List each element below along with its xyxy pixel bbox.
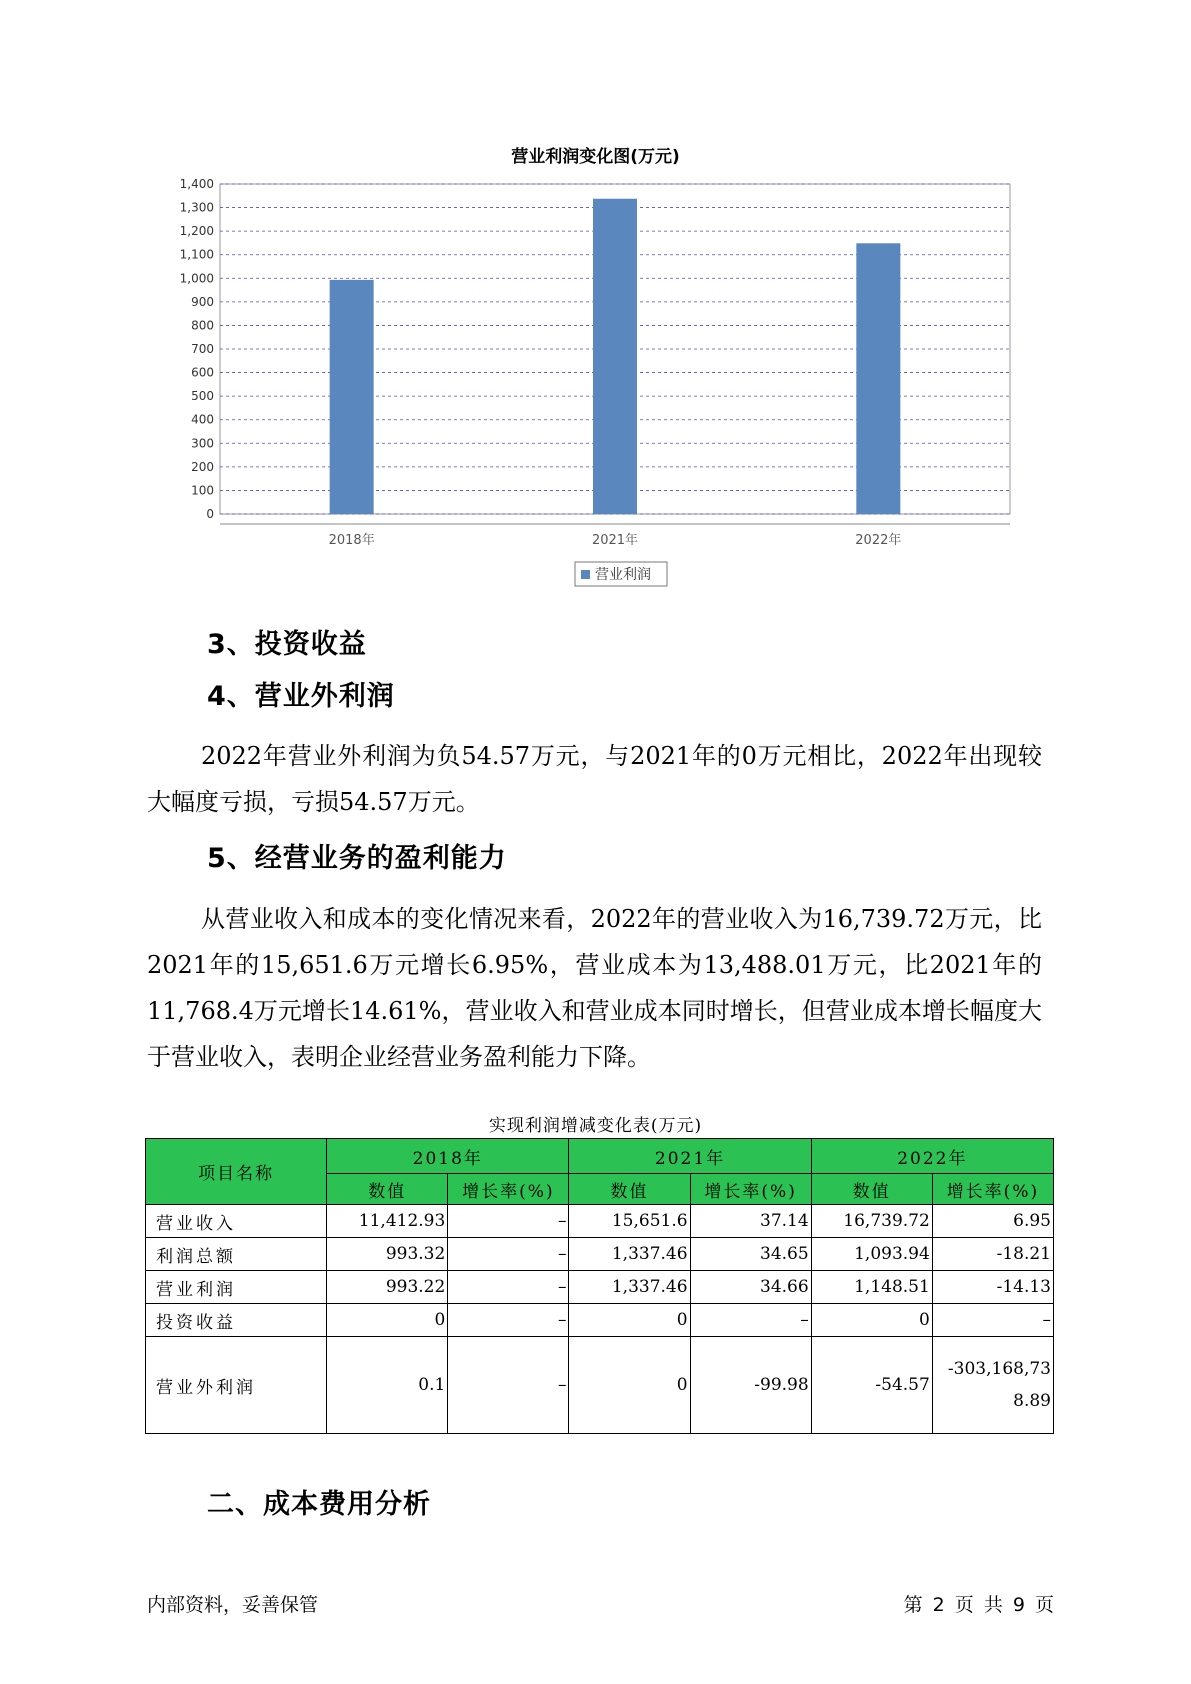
table-cell: -303,168,738.89 [932, 1337, 1053, 1434]
y-tick-label: 1,400 [179, 177, 214, 191]
table-cell: 1,148.51 [811, 1271, 932, 1304]
y-tick-label: 0 [206, 507, 214, 521]
table-cell: 16,739.72 [811, 1205, 932, 1238]
table-cell: 993.22 [327, 1271, 448, 1304]
table-cell: -18.21 [932, 1238, 1053, 1271]
row-label: 营业外利润 [146, 1337, 327, 1434]
operating-profit-bar-chart [150, 170, 1020, 590]
row-label: 营业收入 [146, 1205, 327, 1238]
y-tick-label: 600 [191, 365, 214, 380]
table-cell: -14.13 [932, 1271, 1053, 1304]
table-cell: -99.98 [690, 1337, 811, 1434]
table-row [146, 1271, 1054, 1304]
table-cell: 0 [811, 1304, 932, 1337]
row-label: 利润总额 [146, 1238, 327, 1271]
y-tick-label: 1,300 [179, 200, 214, 215]
header-value: 数值 [569, 1174, 690, 1205]
paragraph-non-operating-profit: 2022年营业外利润为负54.57万元，与2021年的0万元相比，2022年出现较大幅度亏损，亏损54.57万元。 [147, 742, 1042, 816]
footer-page-number: 第 2 页 共 9 页 [903, 1594, 1054, 1616]
y-tick-label: 800 [191, 318, 214, 333]
table-caption: 实现利润增减变化表(万元) [488, 1116, 703, 1136]
bar [330, 280, 374, 514]
table-cell: 6.95 [932, 1205, 1053, 1238]
y-tick-label: 1,200 [179, 224, 214, 239]
header-value: 数值 [811, 1174, 932, 1205]
y-tick-label: 500 [191, 389, 214, 404]
header-item-name: 项目名称 [146, 1139, 327, 1205]
table-cell: 0 [569, 1337, 690, 1434]
y-tick-label: 300 [191, 436, 214, 451]
y-tick-label: 100 [191, 483, 214, 498]
table-cell: 1,337.46 [569, 1271, 690, 1304]
table-cell: – [690, 1304, 811, 1337]
heading-non-operating-profit: 4、营业外利润 [207, 681, 395, 712]
table-row [146, 1205, 1054, 1238]
footer-confidential-note: 内部资料，妥善保管 [147, 1594, 319, 1616]
row-label: 营业利润 [146, 1271, 327, 1304]
table-cell: – [448, 1238, 569, 1271]
table-cell: 37.14 [690, 1205, 811, 1238]
table-cell: 0 [569, 1304, 690, 1337]
y-tick-label: 700 [191, 342, 214, 356]
profit-change-table [145, 1138, 1054, 1434]
y-tick-label: 400 [191, 412, 214, 427]
table-cell: – [448, 1337, 569, 1434]
table-cell: 11,412.93 [327, 1205, 448, 1238]
table-cell: 0.1 [327, 1337, 448, 1434]
table-cell: – [448, 1304, 569, 1337]
table-cell: 15,651.6 [569, 1205, 690, 1238]
header-rate: 增长率(%) [932, 1174, 1053, 1205]
heading-cost-analysis: 二、成本费用分析 [207, 1489, 431, 1520]
header-year-2018: 2018年 [327, 1139, 569, 1174]
x-tick-label: 2021年 [591, 533, 639, 548]
bar [593, 199, 637, 514]
table-cell: 34.66 [690, 1271, 811, 1304]
y-tick-label: 1,000 [179, 271, 214, 286]
table-cell: – [932, 1304, 1053, 1337]
chart-title: 营业利润变化图(万元) [511, 147, 680, 167]
table-row [146, 1238, 1054, 1271]
header-rate: 增长率(%) [448, 1174, 569, 1205]
x-tick-label: 2018年 [328, 533, 375, 548]
header-rate: 增长率(%) [690, 1174, 811, 1205]
legend-swatch [581, 570, 590, 579]
bar [856, 243, 900, 514]
x-tick-label: 2022年 [855, 533, 902, 548]
table-cell: 993.32 [327, 1238, 448, 1271]
row-label: 投资收益 [146, 1304, 327, 1337]
table-cell: -54.57 [811, 1337, 932, 1434]
header-year-2021: 2021年 [569, 1139, 811, 1174]
y-tick-label: 900 [191, 294, 214, 309]
table-cell: – [448, 1271, 569, 1304]
table-cell: 1,337.46 [569, 1238, 690, 1271]
header-value: 数值 [327, 1174, 448, 1205]
heading-profitability: 5、经营业务的盈利能力 [207, 843, 507, 874]
table-row [146, 1304, 1054, 1337]
y-tick-label: 200 [191, 459, 214, 474]
table-cell: 34.65 [690, 1238, 811, 1271]
header-year-2022: 2022年 [811, 1139, 1053, 1174]
y-tick-label: 1,100 [179, 247, 214, 262]
paragraph-profitability: 从营业收入和成本的变化情况来看，2022年的营业收入为16,739.72万元，比2021年的15,651.6万元增长6.95%，营业成本为13,488.01万元，比2021年的11,768.4万元增长14.61%，营业收入和营业成本同时增长，但营业成本增长幅度大于营业收入，表明企业经营业务盈利能力下降。 [147, 905, 1042, 1071]
heading-investment-income: 3、投资收益 [207, 629, 367, 660]
table-cell: – [448, 1205, 569, 1238]
legend-label: 营业利润 [595, 567, 651, 583]
table-row [146, 1337, 1054, 1434]
table-cell: 1,093.94 [811, 1238, 932, 1271]
table-cell: 0 [327, 1304, 448, 1337]
